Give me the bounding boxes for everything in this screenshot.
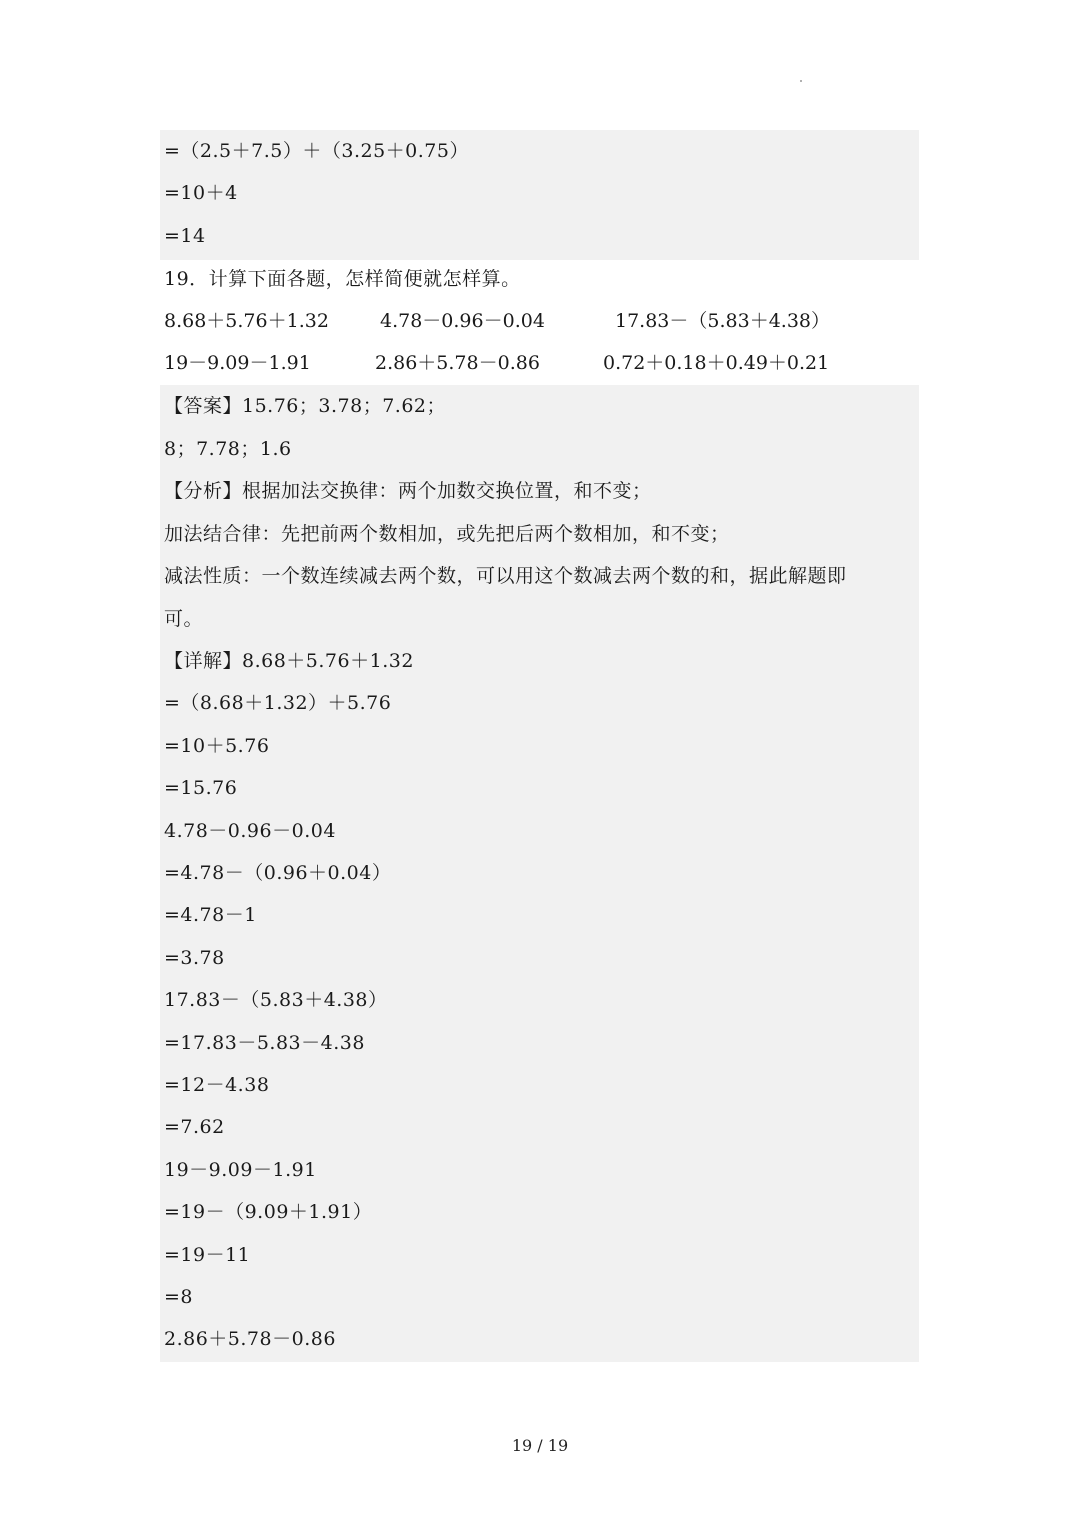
detail-line: 19－9.09－1.91: [164, 1159, 317, 1181]
solution-line: =10＋4: [164, 182, 238, 204]
question-item: 8.68＋5.76＋1.32: [164, 310, 329, 332]
detail-line: =19－（9.09＋1.91）: [164, 1201, 373, 1223]
question-item: 17.83－（5.83＋4.38）: [615, 310, 831, 332]
answer-line: 8；7.78；1.6: [164, 438, 292, 460]
analysis-line: 加法结合律：先把前两个数相加，或先把后两个数相加，和不变；: [164, 523, 730, 545]
detail-line: =4.78－1: [164, 904, 257, 926]
detail-line: =（8.68＋1.32）＋5.76: [164, 692, 392, 714]
detail-line: =3.78: [164, 947, 225, 969]
detail-line: =7.62: [164, 1116, 225, 1138]
detail-line: =15.76: [164, 777, 238, 799]
detail-line: 17.83－（5.83＋4.38）: [164, 989, 388, 1011]
answer-line: 【答案】15.76；3.78；7.62；: [164, 395, 447, 417]
question-title: 19．计算下面各题，怎样简便就怎样算。: [164, 268, 521, 290]
solution-line: =14: [164, 225, 206, 247]
detail-line: =12－4.38: [164, 1074, 270, 1096]
detail-line: 【详解】8.68＋5.76＋1.32: [164, 650, 414, 672]
question-item: 2.86＋5.78－0.86: [375, 352, 540, 374]
analysis-line: 减法性质：一个数连续减去两个数，可以用这个数减去两个数的和，据此解题即: [164, 565, 847, 587]
detail-line: =10＋5.76: [164, 735, 270, 757]
detail-line: =4.78－（0.96＋0.04）: [164, 862, 392, 884]
detail-line: 4.78－0.96－0.04: [164, 820, 336, 842]
question-item: 0.72＋0.18＋0.49＋0.21: [603, 352, 830, 374]
analysis-line: 可。: [164, 608, 204, 630]
detail-line: =17.83－5.83－4.38: [164, 1032, 365, 1054]
detail-line: =8: [164, 1286, 194, 1308]
question-item: 19－9.09－1.91: [164, 352, 311, 374]
solution-line: =（2.5＋7.5）＋（3.25＋0.75）: [164, 140, 469, 162]
detail-line: 2.86＋5.78－0.86: [164, 1328, 336, 1350]
page-number: 19 / 19: [511, 1436, 569, 1455]
question-item: 4.78－0.96－0.04: [380, 310, 545, 332]
analysis-line: 【分析】根据加法交换律：两个加数交换位置，和不变；: [164, 480, 652, 502]
detail-line: =19－11: [164, 1244, 251, 1266]
speck-dot: [800, 80, 802, 82]
